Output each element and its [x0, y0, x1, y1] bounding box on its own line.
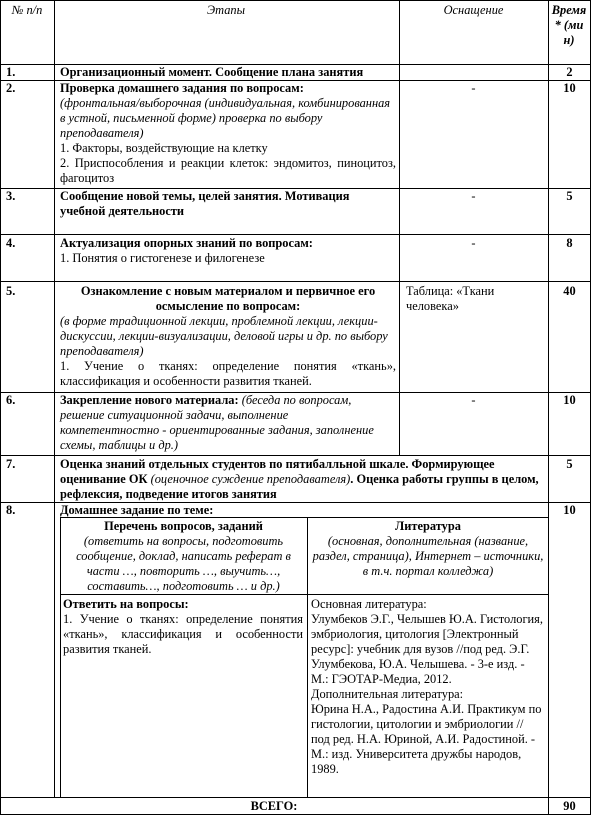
row-4-content — [60, 236, 396, 266]
row-6-equipment: - — [471, 393, 476, 407]
row-6-content — [60, 393, 390, 453]
homework-left-header-title: Перечень вопросов, заданий — [104, 519, 263, 533]
row-5-content — [60, 284, 396, 389]
row-6-num: 6. — [6, 393, 16, 407]
row-6-title: Закрепление нового материала: — [60, 393, 239, 407]
row-divider — [0, 281, 591, 282]
homework-question-item: 1. Учение о тканях: определение понятия «ткань», классификация и особенности развития тканей. — [63, 612, 303, 656]
header-time: Время* (мин) — [551, 3, 587, 47]
row-7-title: Оценка знаний отдельных студентов по пятибалльной шкале. Формирующее оценивание ОК — [60, 457, 495, 486]
col-divider — [548, 0, 549, 815]
homework-questions-title: Ответить на вопросы: — [63, 597, 189, 611]
row-4-num: 4. — [6, 236, 16, 250]
row-6-note: (беседа по вопросам, решение ситуационной задачи, выполнение компетентностно - ориентированные задания, заполнение схемы, таблицы и др.) — [60, 393, 374, 452]
total-time: 90 — [563, 799, 576, 813]
inner-table-left — [60, 517, 61, 797]
row-6-time: 10 — [563, 393, 576, 407]
inner-table-middle — [307, 517, 308, 797]
row-4-title: Актуализация опорных знаний по вопросам: — [60, 236, 313, 250]
row-divider — [0, 234, 591, 235]
row-4-item-1: 1. Понятия о гистогенезе и филогенезе — [60, 251, 265, 265]
row-3-title: Сообщение новой темы, целей занятия. Мотивация учебной деятельности — [60, 189, 350, 218]
literature-main-text: Улумбеков Э.Г., Челышев Ю.А. Гистология, эмбриология, цитология [Электронный ресурс]: учебник для вузов //под ред. Э.Г. Улумбекова, Ю.А. Челышева. - 3-е изд. - М.: ГЭОТАР-Медиа, 2012. — [311, 612, 543, 686]
row-8-time: 10 — [563, 503, 576, 517]
header-num: № п/п — [11, 3, 43, 17]
row-7-num: 7. — [6, 457, 16, 471]
row-5-time: 40 — [563, 284, 576, 298]
row-5-num: 5. — [6, 284, 16, 298]
row-divider — [0, 455, 591, 456]
row-1-num: 1. — [6, 65, 16, 79]
homework-right-header-note: (основная, дополнительная (название, раздел, страница), Интернет – источники, в т.ч. портал колледжа) — [312, 534, 544, 578]
literature-main-label: Основная литература: — [311, 597, 427, 611]
homework-literature — [311, 597, 545, 777]
total-label: ВСЕГО: — [250, 799, 298, 813]
row-5-note: (в форме традиционной лекции, проблемной лекции, лекции-дискуссии, лекции-визуализации, деловой игры и др. по выбору преподавателя) — [60, 314, 388, 358]
row-2-title: Проверка домашнего задания по вопросам: — [60, 81, 304, 95]
row-1-title: Организационный момент. Сообщение плана занятия — [60, 65, 364, 79]
table-border-top — [0, 0, 591, 1]
row-2-equipment: - — [471, 81, 476, 95]
row-7-tail: . Оценка работы группы в целом, рефлексия, подведение итогов занятия — [60, 472, 539, 501]
row-7-time: 5 — [566, 457, 573, 471]
row-4-equipment: - — [471, 236, 476, 250]
row-5-item-1: 1. Учение о тканях: определение понятия «ткань», классификация и особенности развития тканей. — [60, 359, 396, 388]
row-3-time: 5 — [566, 189, 573, 203]
row-2-content — [60, 81, 396, 186]
homework-questions — [63, 597, 303, 657]
row-2-note: (фронтальная/выборочная (индивидуальная, комбинированная в устной, письменной форме) проверка по выбору преподавателя) — [60, 96, 391, 140]
row-2-item-1: 1. Факторы, воздействующие на клетку — [60, 141, 268, 155]
row-3-equipment: - — [471, 189, 476, 203]
row-5-title: Ознакомление с новым материалом и первичное его осмысление по вопросам: — [80, 284, 376, 313]
homework-left-header-note: (ответить на вопросы, подготовить сообщение, доклад, написать реферат в части …, повторить …, выучить…, составить…, подготовить … и др.) — [76, 534, 291, 593]
table-border-left — [0, 0, 1, 815]
homework-right-header-title: Литература — [395, 519, 461, 533]
literature-additional-text: Юрина Н.А., Радостина А.И. Практикум по гистологии, цитологии и эмбриологии // под ред. Н.А. Юриной, А.И. Радостиной. - М.: изд. Университета дружбы народов, 1989. — [311, 702, 542, 776]
homework-right-header — [310, 519, 546, 579]
literature-additional-label: Дополнительная литература: — [311, 687, 464, 701]
row-2-num: 2. — [6, 81, 16, 95]
homework-left-header — [62, 519, 305, 594]
row-5-equipment: Таблица: «Ткани человека» — [406, 284, 495, 313]
row-3-num: 3. — [6, 189, 16, 203]
row-4-time: 8 — [566, 236, 573, 250]
row-7-note: (оценочное суждение преподавателя) — [150, 472, 351, 486]
header-equipment: Оснащение — [443, 3, 504, 17]
row-1-time: 2 — [566, 65, 573, 79]
header-stage: Этапы — [207, 3, 245, 17]
row-8-num: 8. — [6, 503, 16, 517]
inner-table-divider — [60, 594, 548, 595]
row-2-time: 10 — [563, 81, 576, 95]
col-divider — [399, 0, 400, 456]
row-8-title: Домашнее задание по теме: — [60, 503, 214, 517]
col-divider — [54, 0, 55, 797]
row-divider — [0, 797, 591, 798]
row-7-content — [60, 457, 544, 502]
row-2-item-2: 2. Приспособления и реакции клеток: эндомитоз, пиноцитоз, фагоцитоз — [60, 156, 396, 185]
